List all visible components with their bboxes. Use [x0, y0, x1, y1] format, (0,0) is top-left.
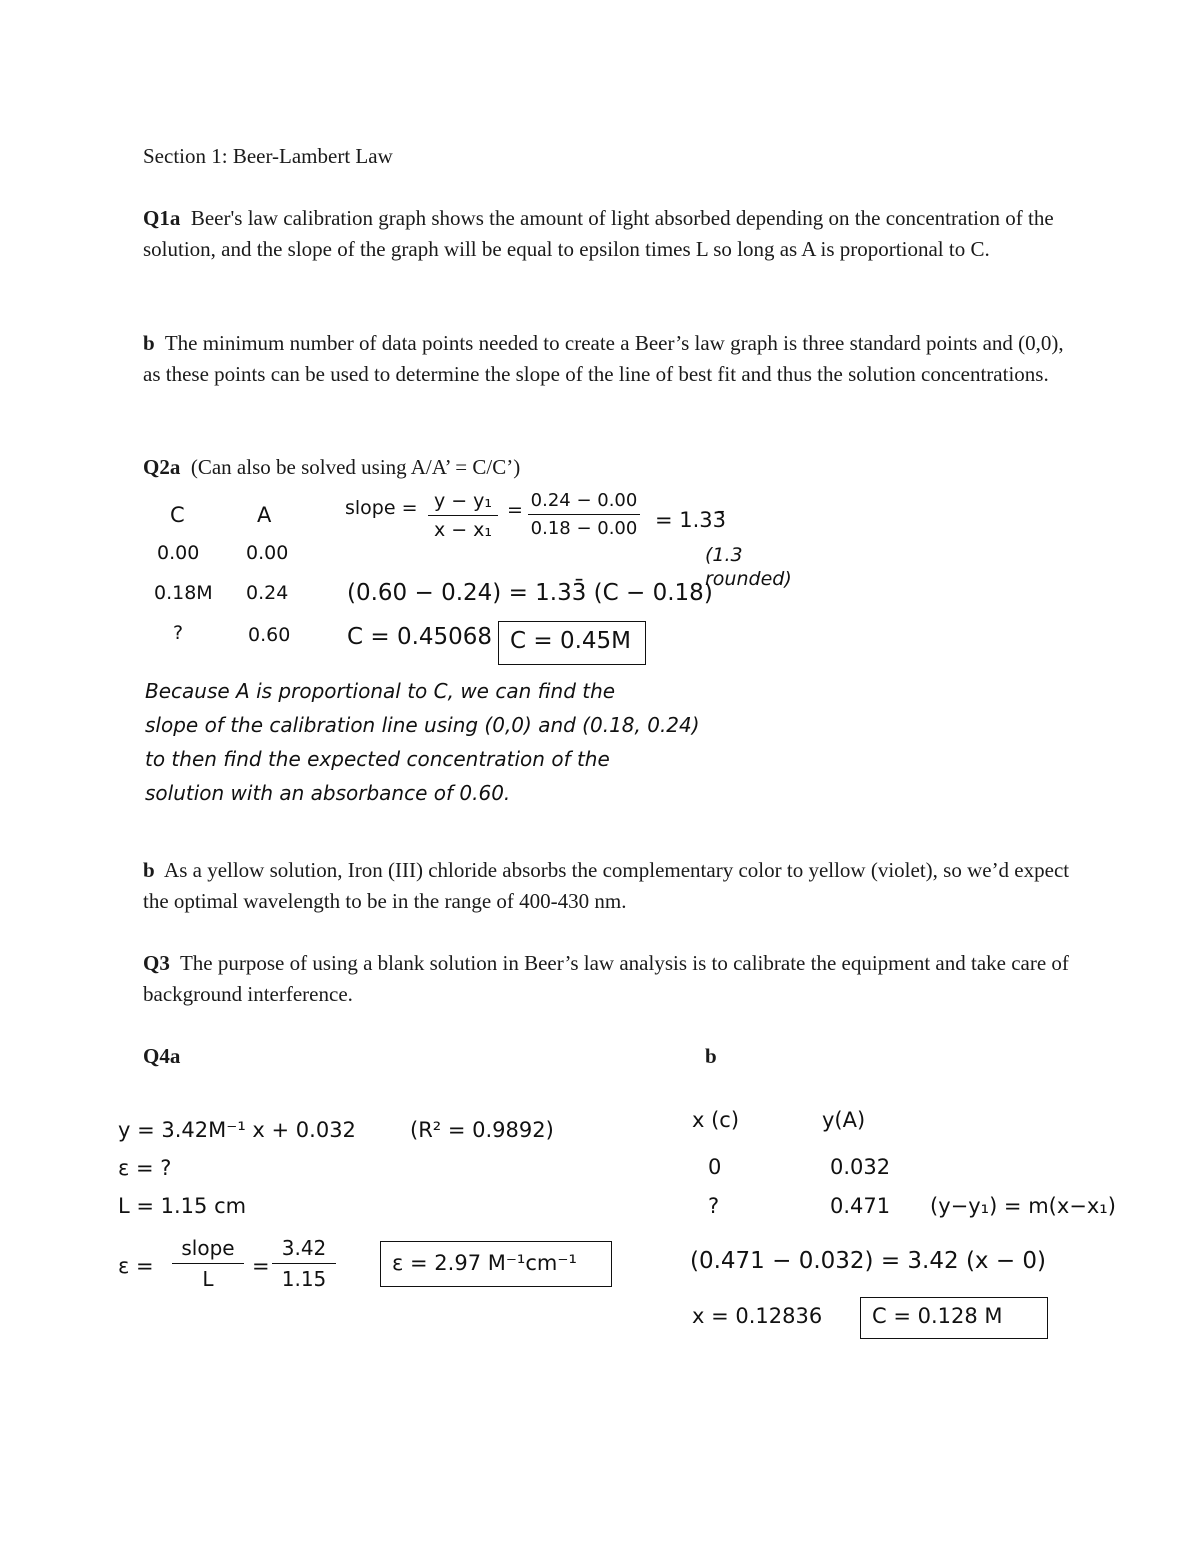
q3-paragraph	[143, 948, 1073, 1010]
q4b-label: b	[705, 1044, 717, 1068]
q4b-heading	[705, 1041, 805, 1072]
slope-values-den: 0.18 − 0.00	[530, 518, 638, 539]
slope-label: slope =	[345, 497, 418, 519]
q4a-path-length: L = 1.15 cm	[118, 1194, 247, 1218]
q1a-paragraph	[143, 203, 1073, 265]
q2a-row2-a: 0.24	[246, 582, 289, 604]
fraction-bar	[272, 1263, 336, 1264]
q4a-epsilon-unknown: ε = ?	[118, 1156, 172, 1180]
explanation-line: Because A is proportional to C, we can find the	[145, 679, 616, 703]
q4a-answer: ε = 2.97 M⁻¹cm⁻¹	[392, 1251, 577, 1275]
fraction-bar	[428, 515, 498, 516]
q1b-label: b	[143, 331, 155, 355]
q4b-row2-y: 0.471	[830, 1194, 891, 1218]
q3-label: Q3	[143, 951, 170, 975]
fraction-bar	[172, 1263, 244, 1264]
explanation-line: to then find the expected concentration of the	[145, 747, 610, 771]
q4a-eq-sign: =	[252, 1254, 270, 1278]
q4b-equation: (0.471 − 0.032) = 3.42 (x − 0)	[690, 1248, 1047, 1274]
slope-values-num: 0.24 − 0.00	[530, 490, 638, 511]
q4b-point-slope: (y−y₁) = m(x−x₁)	[930, 1194, 1116, 1218]
frac-den: 1.15	[281, 1267, 327, 1291]
q2a-row2-c: 0.18M	[154, 582, 213, 604]
q2b-text: As a yellow solution, Iron (III) chloride absorbs the complementary color to yellow (violet), so we’d expect the optimal wavelength to be in the range of 400-430 nm.	[143, 858, 1070, 913]
q2a-text: (Can also be solved using A/A’ = C/C’)	[190, 455, 521, 479]
q2a-label: Q2a	[143, 455, 181, 479]
rounded-note-2: rounded)	[705, 568, 792, 590]
q4b-x-value: x = 0.12836	[692, 1304, 823, 1328]
q4a-heading	[143, 1041, 343, 1072]
q2a-row1-c: 0.00	[157, 542, 200, 564]
q2a-heading	[143, 452, 1073, 483]
slope-values	[528, 490, 640, 539]
q4a-eps-label: ε =	[118, 1254, 154, 1278]
q2a-header-a: A	[257, 503, 272, 527]
q2a-explanation	[145, 674, 865, 810]
q2a-row3-c: ?	[173, 622, 184, 644]
q4b-header-y: y(A)	[822, 1108, 866, 1132]
q4a-r-squared: (R² = 0.9892)	[410, 1118, 554, 1142]
q4a-values-fraction	[272, 1236, 336, 1291]
q2a-c-value: C = 0.45068	[347, 624, 493, 650]
rounded-note-1: (1.3	[705, 544, 743, 566]
section-title: Section 1: Beer-Lambert Law	[143, 144, 393, 168]
q2a-equation: (0.60 − 0.24) = 1.33̄ (C − 0.18)	[347, 580, 713, 606]
frac-den: L	[202, 1267, 214, 1291]
q4b-row1-y: 0.032	[830, 1155, 891, 1179]
equals-sign: =	[507, 499, 523, 521]
explanation-line: solution with an absorbance of 0.60.	[145, 781, 511, 805]
q4b-header-x: x (c)	[692, 1108, 740, 1132]
slope-formula	[428, 490, 498, 541]
fraction-bar	[528, 514, 640, 515]
q4b-answer: C = 0.128 M	[872, 1304, 1003, 1328]
q3-text: The purpose of using a blank solution in Beer’s law analysis is to calibrate the equipment and take care of background interference.	[143, 951, 1069, 1006]
q2a-row3-a: 0.60	[248, 624, 291, 646]
q1b-paragraph	[143, 328, 1073, 390]
q1b-text: The minimum number of data points needed to create a Beer’s law graph is three standard points and (0,0), as these points can be used to determine the slope of the line of best fit and thus the solution concentrations.	[143, 331, 1064, 386]
explanation-line: slope of the calibration line using (0,0) and (0.18, 0.24)	[145, 713, 700, 737]
frac-num: slope	[181, 1236, 235, 1260]
q4b-row2-x: ?	[708, 1194, 720, 1218]
q2a-row1-a: 0.00	[246, 542, 289, 564]
q1a-label: Q1a	[143, 206, 181, 230]
slope-formula-num: y − y₁	[433, 490, 493, 512]
q4a-slope-over-l	[172, 1236, 244, 1291]
frac-num: 3.42	[281, 1236, 327, 1260]
q4a-line-equation: y = 3.42M⁻¹ x + 0.032	[118, 1118, 356, 1142]
q2b-paragraph	[143, 855, 1073, 917]
q2b-label: b	[143, 858, 155, 882]
slope-formula-den: x − x₁	[433, 519, 493, 541]
q4a-label: Q4a	[143, 1044, 181, 1068]
q4b-row1-x: 0	[708, 1155, 722, 1179]
q2a-answer: C = 0.45M	[510, 628, 632, 654]
q1a-text: Beer's law calibration graph shows the amount of light absorbed depending on the concentration of the solution, and the slope of the graph will be equal to epsilon times L so long as A is proportional to C.	[143, 206, 1054, 261]
slope-result: = 1.33̄	[655, 508, 727, 532]
q2a-header-c: C	[170, 503, 185, 527]
